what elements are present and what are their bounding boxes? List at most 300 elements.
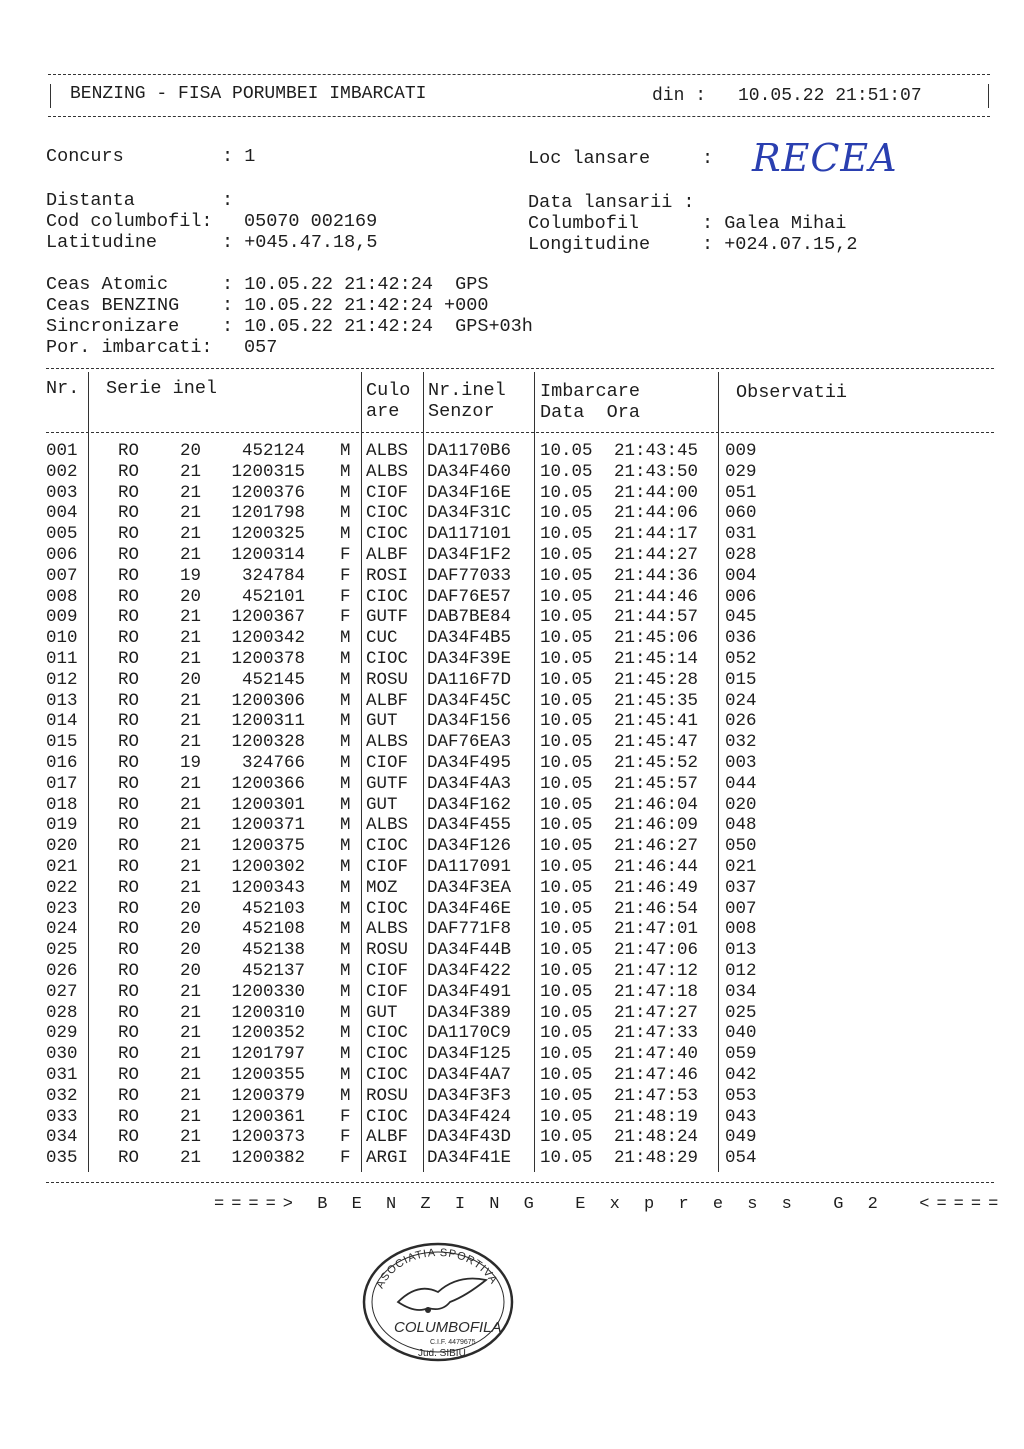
- row-country: RO: [118, 1023, 140, 1043]
- row-nr: 021: [46, 857, 78, 877]
- row-time: 21:45:35: [614, 691, 699, 711]
- row-sensor: DA34F455: [427, 815, 512, 835]
- row-nr: 020: [46, 836, 78, 856]
- row-year: 21: [180, 795, 202, 815]
- table-row: [0, 857, 1024, 878]
- row-year: 21: [180, 732, 202, 752]
- row-year: 21: [180, 1127, 202, 1147]
- row-ring: 1200306: [231, 691, 305, 711]
- row-nr: 031: [46, 1065, 78, 1085]
- row-date: 10.05: [540, 503, 593, 523]
- table-row: [0, 1148, 1024, 1169]
- row-nr: 003: [46, 483, 78, 503]
- row-country: RO: [118, 815, 140, 835]
- row-year: 21: [180, 1107, 202, 1127]
- row-color: CIOC: [366, 1044, 409, 1064]
- row-observation: 026: [725, 711, 757, 731]
- row-nr: 015: [46, 732, 78, 752]
- row-year: 20: [180, 961, 202, 981]
- row-time: 21:47:53: [614, 1086, 699, 1106]
- row-sensor: DA34F1F2: [427, 545, 512, 565]
- table-row: [0, 545, 1024, 566]
- row-date: 10.05: [540, 1003, 593, 1023]
- row-country: RO: [118, 732, 140, 752]
- row-color: MOZ: [366, 878, 398, 898]
- row-year: 21: [180, 483, 202, 503]
- row-country: RO: [118, 1086, 140, 1106]
- row-nr: 023: [46, 899, 78, 919]
- row-date: 10.05: [540, 1044, 593, 1064]
- row-ring: 452137: [241, 961, 305, 981]
- row-observation: 042: [725, 1065, 757, 1085]
- row-date: 10.05: [540, 1148, 593, 1168]
- row-observation: 049: [725, 1127, 757, 1147]
- row-nr: 030: [46, 1044, 78, 1064]
- row-sensor: DA34F460: [427, 462, 512, 482]
- row-observation: 040: [725, 1023, 757, 1043]
- por-imbarcati-label: Por. imbarcati:: [46, 337, 213, 358]
- row-color: CIOF: [366, 753, 409, 773]
- row-ring: 1200382: [231, 1148, 305, 1168]
- row-ring: 452145: [241, 670, 305, 690]
- table-row: [0, 628, 1024, 649]
- table-header-bottom-border: [46, 432, 994, 433]
- row-sensor: DA34F3EA: [427, 878, 512, 898]
- row-sex: M: [340, 815, 351, 835]
- row-sensor: DA34F44B: [427, 940, 512, 960]
- row-year: 21: [180, 774, 202, 794]
- row-country: RO: [118, 670, 140, 690]
- row-country: RO: [118, 774, 140, 794]
- row-date: 10.05: [540, 462, 593, 482]
- row-sensor: DA117101: [427, 524, 512, 544]
- row-ring: 452124: [241, 441, 305, 461]
- row-observation: 020: [725, 795, 757, 815]
- row-time: 21:47:33: [614, 1023, 699, 1043]
- row-sex: M: [340, 732, 351, 752]
- row-year: 21: [180, 545, 202, 565]
- row-nr: 018: [46, 795, 78, 815]
- table-row: [0, 774, 1024, 795]
- row-sensor: DA34F4A7: [427, 1065, 512, 1085]
- row-date: 10.05: [540, 836, 593, 856]
- latitudine-label: Latitudine: [46, 232, 158, 253]
- row-year: 21: [180, 607, 202, 627]
- row-sensor: DA34F45C: [427, 691, 512, 711]
- row-nr: 019: [46, 815, 78, 835]
- row-sex: M: [340, 795, 351, 815]
- row-country: RO: [118, 566, 140, 586]
- row-nr: 028: [46, 1003, 78, 1023]
- row-observation: 006: [725, 587, 757, 607]
- ceas-atomic-value: : 10.05.22 21:42:24 GPS: [222, 274, 489, 295]
- row-observation: 051: [725, 483, 757, 503]
- row-nr: 009: [46, 607, 78, 627]
- row-color: ALBS: [366, 732, 409, 752]
- row-color: CUC: [366, 628, 398, 648]
- row-date: 10.05: [540, 607, 593, 627]
- row-color: CIOC: [366, 503, 409, 523]
- row-time: 21:45:41: [614, 711, 699, 731]
- row-date: 10.05: [540, 587, 593, 607]
- row-color: CIOF: [366, 857, 409, 877]
- row-year: 21: [180, 1065, 202, 1085]
- row-observation: 008: [725, 919, 757, 939]
- row-nr: 006: [46, 545, 78, 565]
- row-ring: 1200311: [231, 711, 305, 731]
- row-country: RO: [118, 691, 140, 711]
- row-time: 21:44:06: [614, 503, 699, 523]
- row-ring: 452101: [241, 587, 305, 607]
- table-row: [0, 1107, 1024, 1128]
- row-observation: 054: [725, 1148, 757, 1168]
- table-row: [0, 441, 1024, 462]
- row-color: ALBF: [366, 545, 409, 565]
- row-observation: 012: [725, 961, 757, 981]
- row-ring: 1200301: [231, 795, 305, 815]
- row-observation: 043: [725, 1107, 757, 1127]
- row-color: CIOC: [366, 524, 409, 544]
- row-sensor: DA34F156: [427, 711, 512, 731]
- stamp-top-text: ASOCIATIA SPORTIVA: [374, 1246, 500, 1291]
- table-row: [0, 1044, 1024, 1065]
- row-country: RO: [118, 878, 140, 898]
- row-year: 21: [180, 1003, 202, 1023]
- row-country: RO: [118, 982, 140, 1002]
- cod-columbofil-label: Cod columbofil:: [46, 211, 213, 232]
- footer-banner: ====> B E N Z I N G E x p r e s s G 2 <====: [214, 1195, 1006, 1214]
- row-country: RO: [118, 899, 140, 919]
- row-color: ALBF: [366, 691, 409, 711]
- row-ring: 1201797: [231, 1044, 305, 1064]
- row-date: 10.05: [540, 878, 593, 898]
- row-nr: 027: [46, 982, 78, 1002]
- row-date: 10.05: [540, 441, 593, 461]
- table-row: [0, 732, 1024, 753]
- row-sex: M: [340, 1044, 351, 1064]
- row-ring: 1200371: [231, 815, 305, 835]
- row-time: 21:45:47: [614, 732, 699, 752]
- columbofil-value: : Galea Mihai: [702, 213, 847, 234]
- table-row: [0, 940, 1024, 961]
- row-time: 21:44:46: [614, 587, 699, 607]
- row-sensor: DAF77033: [427, 566, 512, 586]
- row-date: 10.05: [540, 1065, 593, 1085]
- row-date: 10.05: [540, 732, 593, 752]
- row-time: 21:45:28: [614, 670, 699, 690]
- row-sensor: DA1170C9: [427, 1023, 512, 1043]
- row-country: RO: [118, 1003, 140, 1023]
- table-row: [0, 503, 1024, 524]
- table-row: [0, 566, 1024, 587]
- row-country: RO: [118, 919, 140, 939]
- row-ring: 452138: [241, 940, 305, 960]
- row-ring: 1200310: [231, 1003, 305, 1023]
- row-sensor: DA34F39E: [427, 649, 512, 669]
- row-sex: F: [340, 545, 351, 565]
- row-ring: 1200302: [231, 857, 305, 877]
- row-year: 21: [180, 649, 202, 669]
- row-date: 10.05: [540, 919, 593, 939]
- row-country: RO: [118, 607, 140, 627]
- row-ring: 1200378: [231, 649, 305, 669]
- table-row: [0, 836, 1024, 857]
- row-date: 10.05: [540, 982, 593, 1002]
- row-time: 21:47:40: [614, 1044, 699, 1064]
- row-country: RO: [118, 503, 140, 523]
- row-sex: M: [340, 711, 351, 731]
- row-date: 10.05: [540, 815, 593, 835]
- loc-lansare-label: Loc lansare: [528, 148, 651, 169]
- row-nr: 008: [46, 587, 78, 607]
- row-sex: M: [340, 1086, 351, 1106]
- row-country: RO: [118, 753, 140, 773]
- row-nr: 010: [46, 628, 78, 648]
- table-row: [0, 795, 1024, 816]
- distanta-label: Distanta: [46, 190, 135, 211]
- row-ring: 1200379: [231, 1086, 305, 1106]
- table-row: [0, 524, 1024, 545]
- row-ring: 1200330: [231, 982, 305, 1002]
- row-sex: M: [340, 961, 351, 981]
- row-ring: 324766: [241, 753, 305, 773]
- row-sensor: DA34F46E: [427, 899, 512, 919]
- row-time: 21:47:12: [614, 961, 699, 981]
- row-nr: 033: [46, 1107, 78, 1127]
- row-nr: 017: [46, 774, 78, 794]
- row-sex: M: [340, 940, 351, 960]
- row-nr: 012: [46, 670, 78, 690]
- row-ring: 1200366: [231, 774, 305, 794]
- row-year: 21: [180, 524, 202, 544]
- row-color: CIOC: [366, 899, 409, 919]
- row-date: 10.05: [540, 711, 593, 731]
- table-row: [0, 815, 1024, 836]
- row-ring: 1201798: [231, 503, 305, 523]
- row-nr: 034: [46, 1127, 78, 1147]
- row-ring: 1200355: [231, 1065, 305, 1085]
- row-sex: F: [340, 566, 351, 586]
- row-country: RO: [118, 940, 140, 960]
- row-ring: 452103: [241, 899, 305, 919]
- row-observation: 034: [725, 982, 757, 1002]
- row-time: 21:48:24: [614, 1127, 699, 1147]
- table-top-border: [46, 368, 994, 369]
- col-header-imbarcare-2: Data Ora: [540, 402, 640, 423]
- row-date: 10.05: [540, 774, 593, 794]
- row-sensor: DA34F43D: [427, 1127, 512, 1147]
- row-color: ALBS: [366, 462, 409, 482]
- por-imbarcati-value: 057: [244, 337, 278, 358]
- row-date: 10.05: [540, 961, 593, 981]
- longitudine-value: : +024.07.15,2: [702, 234, 858, 255]
- cod-columbofil-value: 05070 002169: [244, 211, 378, 232]
- row-observation: 032: [725, 732, 757, 752]
- col-header-nrinel-1: Nr.inel: [428, 380, 506, 401]
- row-sex: M: [340, 1003, 351, 1023]
- row-ring: 1200314: [231, 545, 305, 565]
- row-nr: 013: [46, 691, 78, 711]
- header-right-border: [988, 84, 989, 108]
- row-color: CIOF: [366, 483, 409, 503]
- row-observation: 013: [725, 940, 757, 960]
- row-color: ALBF: [366, 1127, 409, 1147]
- row-country: RO: [118, 524, 140, 544]
- row-observation: 052: [725, 649, 757, 669]
- row-year: 21: [180, 1044, 202, 1064]
- row-time: 21:47:46: [614, 1065, 699, 1085]
- row-date: 10.05: [540, 1086, 593, 1106]
- row-nr: 024: [46, 919, 78, 939]
- row-sensor: DA34F4A3: [427, 774, 512, 794]
- table-row: [0, 753, 1024, 774]
- row-date: 10.05: [540, 545, 593, 565]
- row-nr: 029: [46, 1023, 78, 1043]
- latitudine-value: : +045.47.18,5: [222, 232, 378, 253]
- row-country: RO: [118, 836, 140, 856]
- col-header-culoare-2: are: [366, 401, 400, 422]
- row-color: CIOC: [366, 1065, 409, 1085]
- row-color: GUTF: [366, 607, 409, 627]
- table-bottom-border: [46, 1182, 994, 1183]
- row-color: GUT: [366, 711, 398, 731]
- row-observation: 015: [725, 670, 757, 690]
- row-color: CIOC: [366, 587, 409, 607]
- row-date: 10.05: [540, 1107, 593, 1127]
- row-time: 21:46:49: [614, 878, 699, 898]
- row-observation: 045: [725, 607, 757, 627]
- row-sex: M: [340, 503, 351, 523]
- row-country: RO: [118, 441, 140, 461]
- row-sex: M: [340, 649, 351, 669]
- row-country: RO: [118, 649, 140, 669]
- row-date: 10.05: [540, 670, 593, 690]
- row-nr: 035: [46, 1148, 78, 1168]
- row-nr: 007: [46, 566, 78, 586]
- row-year: 19: [180, 566, 202, 586]
- row-nr: 026: [46, 961, 78, 981]
- row-sex: F: [340, 607, 351, 627]
- row-sensor: DA34F125: [427, 1044, 512, 1064]
- row-sex: M: [340, 1023, 351, 1043]
- row-ring: 324784: [241, 566, 305, 586]
- ceas-benzing-label: Ceas BENZING: [46, 295, 180, 316]
- row-nr: 002: [46, 462, 78, 482]
- table-row: [0, 1003, 1024, 1024]
- row-country: RO: [118, 961, 140, 981]
- row-date: 10.05: [540, 1023, 593, 1043]
- row-country: RO: [118, 1044, 140, 1064]
- row-color: ARGI: [366, 1148, 409, 1168]
- row-time: 21:43:45: [614, 441, 699, 461]
- row-observation: 025: [725, 1003, 757, 1023]
- row-color: ROSU: [366, 940, 409, 960]
- row-observation: 029: [725, 462, 757, 482]
- row-date: 10.05: [540, 691, 593, 711]
- row-date: 10.05: [540, 524, 593, 544]
- row-sensor: DAB7BE84: [427, 607, 512, 627]
- row-sex: M: [340, 982, 351, 1002]
- col-header-nr: Nr.: [46, 378, 80, 399]
- row-time: 21:47:27: [614, 1003, 699, 1023]
- row-color: CIOC: [366, 649, 409, 669]
- row-country: RO: [118, 711, 140, 731]
- row-observation: 028: [725, 545, 757, 565]
- row-nr: 025: [46, 940, 78, 960]
- row-year: 21: [180, 628, 202, 648]
- row-sensor: DAF76EA3: [427, 732, 512, 752]
- row-sex: M: [340, 878, 351, 898]
- columbofil-label: Columbofil: [528, 213, 640, 234]
- row-color: GUT: [366, 795, 398, 815]
- row-observation: 053: [725, 1086, 757, 1106]
- row-date: 10.05: [540, 899, 593, 919]
- row-year: 21: [180, 836, 202, 856]
- row-country: RO: [118, 857, 140, 877]
- row-time: 21:47:18: [614, 982, 699, 1002]
- row-sensor: DA117091: [427, 857, 512, 877]
- header-left-border: [50, 84, 51, 108]
- row-color: CIOC: [366, 836, 409, 856]
- row-sensor: DA34F41E: [427, 1148, 512, 1168]
- row-country: RO: [118, 545, 140, 565]
- row-year: 21: [180, 857, 202, 877]
- ceas-atomic-label: Ceas Atomic: [46, 274, 169, 295]
- row-date: 10.05: [540, 1127, 593, 1147]
- row-year: 21: [180, 1023, 202, 1043]
- row-year: 20: [180, 670, 202, 690]
- col-header-nrinel-2: Senzor: [428, 401, 495, 422]
- row-sensor: DA1170B6: [427, 441, 512, 461]
- row-color: CIOF: [366, 982, 409, 1002]
- association-stamp: [358, 1240, 518, 1370]
- row-country: RO: [118, 795, 140, 815]
- row-ring: 1200343: [231, 878, 305, 898]
- row-sensor: DA34F424: [427, 1107, 512, 1127]
- row-sex: M: [340, 899, 351, 919]
- row-year: 20: [180, 899, 202, 919]
- row-observation: 059: [725, 1044, 757, 1064]
- row-ring: 452108: [241, 919, 305, 939]
- row-date: 10.05: [540, 857, 593, 877]
- row-nr: 005: [46, 524, 78, 544]
- row-nr: 004: [46, 503, 78, 523]
- row-sex: M: [340, 919, 351, 939]
- row-nr: 001: [46, 441, 78, 461]
- row-sensor: DA34F422: [427, 961, 512, 981]
- stamp-bottom-text: Jud. SIBIU: [418, 1348, 466, 1359]
- longitudine-label: Longitudine: [528, 234, 651, 255]
- row-time: 21:45:06: [614, 628, 699, 648]
- row-time: 21:46:04: [614, 795, 699, 815]
- row-country: RO: [118, 1127, 140, 1147]
- row-color: CIOC: [366, 1107, 409, 1127]
- row-year: 21: [180, 711, 202, 731]
- row-country: RO: [118, 1065, 140, 1085]
- row-sex: F: [340, 1148, 351, 1168]
- row-year: 20: [180, 587, 202, 607]
- document-title: BENZING - FISA PORUMBEI IMBARCATI: [70, 84, 427, 104]
- row-time: 21:45:57: [614, 774, 699, 794]
- distanta-value: :: [222, 190, 234, 211]
- row-nr: 022: [46, 878, 78, 898]
- row-sensor: DA34F4B5: [427, 628, 512, 648]
- row-date: 10.05: [540, 940, 593, 960]
- row-sensor: DAF771F8: [427, 919, 512, 939]
- row-observation: 021: [725, 857, 757, 877]
- data-lansarii-label: Data lansarii :: [528, 192, 695, 213]
- row-country: RO: [118, 587, 140, 607]
